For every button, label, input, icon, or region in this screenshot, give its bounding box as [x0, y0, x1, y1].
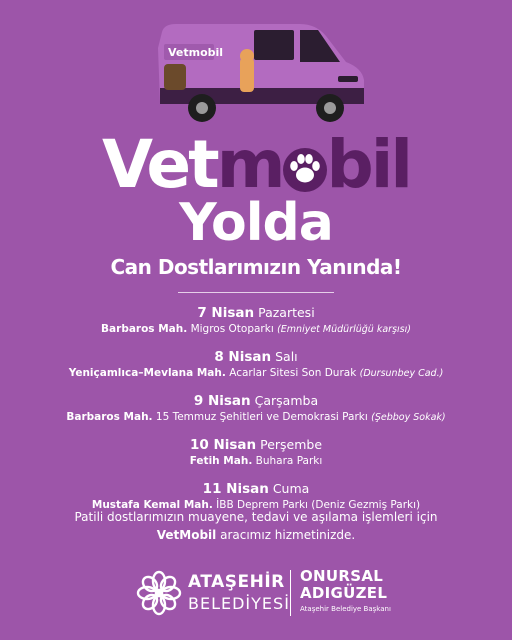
vetmobil-van-image: [150, 18, 370, 130]
entry-note: (Şebboy Sokak): [371, 412, 446, 423]
closing-text: [0, 508, 512, 544]
wordmark-vet: Vet: [101, 126, 217, 203]
entry-district: Yeniçamlıca–Mevlana Mah.: [68, 367, 226, 379]
schedule-entry: [0, 348, 512, 381]
closing-line1: Patili dostlarımızın muayene, tedavi ve aşılama işlemleri için: [74, 510, 438, 524]
entry-district: Fetih Mah.: [189, 455, 253, 467]
footer-separator: [290, 570, 291, 616]
entry-date: 10 Nisan: [189, 437, 257, 453]
entry-district: Barbaros Mah.: [101, 323, 188, 335]
entry-date: 8 Nisan: [214, 349, 272, 365]
divider: [178, 292, 334, 293]
entry-place: Migros Otoparkı: [190, 323, 274, 335]
headline-yolda: Yolda: [179, 193, 333, 253]
wordmark-m: m: [216, 126, 283, 203]
footer-logos: [0, 568, 512, 620]
van-brand-text: Vetmobil: [168, 46, 224, 59]
entry-day: Çarşamba: [254, 393, 319, 408]
mayor-title: Ataşehir Belediye Başkanı: [300, 605, 391, 613]
mayor-last-name: ADIGÜZEL: [300, 584, 388, 602]
wordmark-bil: bil: [326, 126, 411, 203]
entry-place: Buhara Parkı: [255, 455, 323, 467]
schedule-list: [0, 304, 512, 524]
entry-day: Cuma: [272, 481, 310, 496]
atasehir-belediyesi-logo: [136, 568, 290, 620]
entry-day: Pazartesi: [258, 305, 315, 320]
entry-date: 9 Nisan: [193, 393, 251, 409]
entry-district: Barbaros Mah.: [66, 411, 153, 423]
schedule-entry: [0, 436, 512, 469]
mayor-first-name: ONURSAL: [300, 567, 384, 585]
municipality-name-1: ATAŞEHİR: [188, 572, 285, 592]
flower-logo-icon: [136, 570, 182, 616]
entry-date: 7 Nisan: [197, 305, 255, 321]
municipality-name-2: BELEDİYESİ: [188, 594, 290, 613]
entry-district: Mustafa Kemal Mah.: [91, 499, 213, 511]
tagline: Can Dostlarımızın Yanında!: [110, 255, 402, 279]
closing-bold: VetMobil: [156, 528, 217, 542]
schedule-entry: [0, 304, 512, 337]
entry-day: Perşembe: [260, 437, 323, 452]
wordmark-mobil: [217, 126, 410, 203]
entry-place: Acarlar Sitesi Son Durak: [229, 367, 357, 379]
entry-place: İBB Deprem Parkı (Deniz Gezmiş Parkı): [216, 499, 421, 511]
closing-line2: aracımız hizmetinizde.: [216, 528, 356, 542]
entry-date: 11 Nisan: [202, 481, 269, 497]
entry-note: (Dursunbey Cad.): [359, 368, 444, 379]
entry-place: 15 Temmuz Şehitleri ve Demokrasi Parkı: [155, 411, 368, 423]
mayor-logo: [300, 568, 400, 620]
entry-day: Salı: [275, 349, 298, 364]
schedule-entry: [0, 392, 512, 425]
entry-note: (Emniyet Müdürlüğü karşısı): [277, 324, 411, 335]
